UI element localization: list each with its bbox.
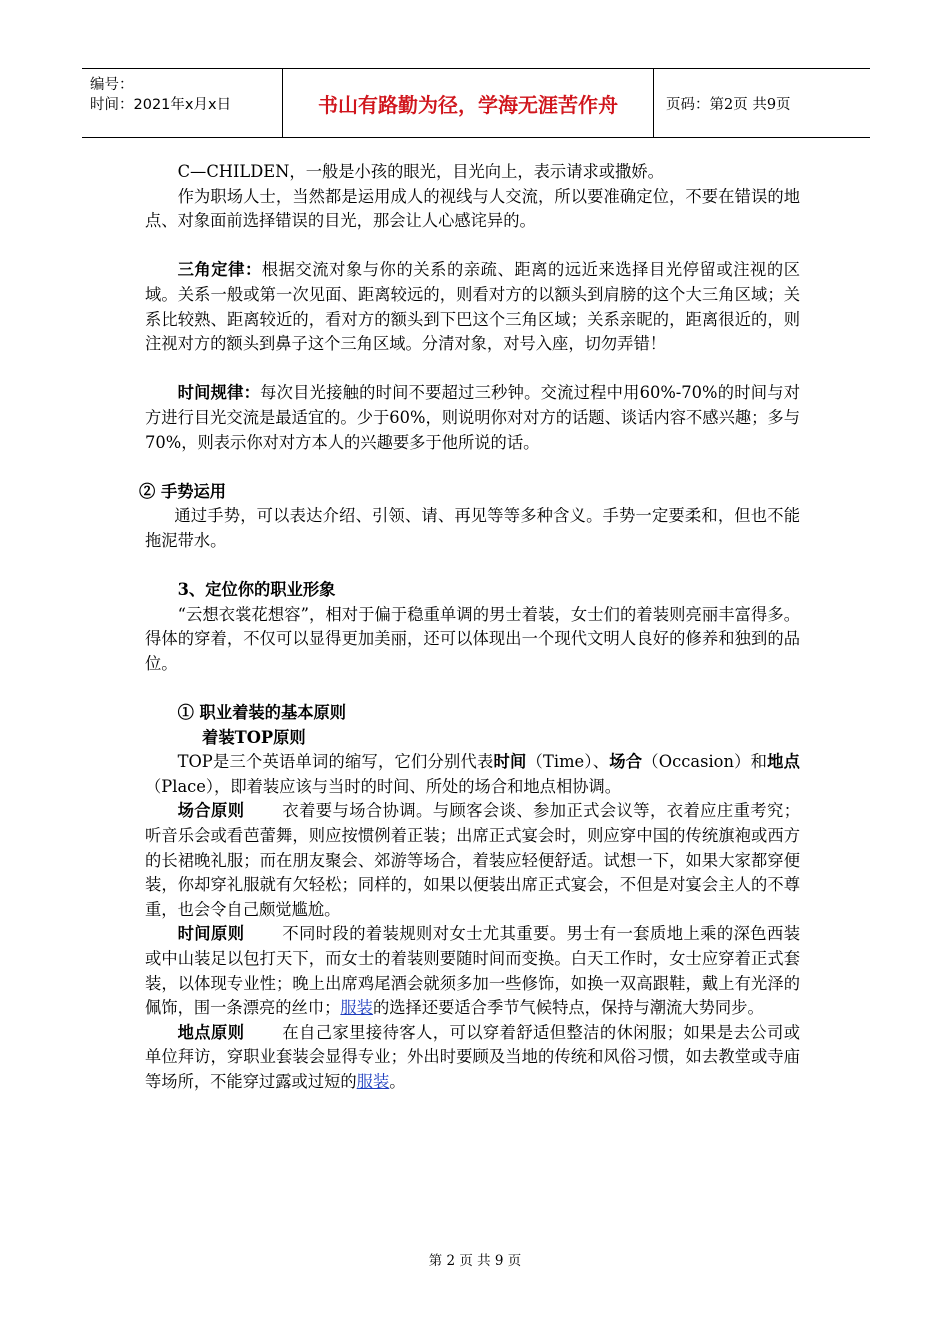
heading-top-principle: 着装TOP原则 (202, 727, 306, 747)
header-meta (82, 69, 283, 137)
place-principle-text-b: 。 (389, 1071, 406, 1091)
time-principle-text-b: 的选择还要适合季节气候特点，保持与潮流大势同步。 (372, 998, 764, 1018)
paragraph-triangle-rule (145, 258, 800, 356)
place-principle-title: 地点原则 (177, 1022, 245, 1042)
top-text-c: （Occasion）和 (642, 752, 768, 772)
paragraph-adult-gaze: 作为职场人士，当然都是运用成人的视线与人交流，所以要准确定位，不要在错误的地点、对象面前选择错误的目光，那会让人心感诧异的。 (145, 186, 800, 231)
paragraph-time-rule (145, 381, 800, 455)
occasion-principle-text: 衣着要与场合协调。与顾客会谈、参加正式会议等，衣着应庄重考究；听音乐会或看芭蕾舞，则应按惯例着正装；出席正式宴会时，则应穿中国的传统旗袍或西方的长裙晚礼服；而在朋友聚会、郊游等场合，着装应轻便舒适。试想一下，如果大家都穿便装，你却穿礼服就有欠轻松；同样的，如果以便装出席正式宴会，不但是对宴会主人的不尊重，也会令自己颇觉尴尬。 (145, 801, 800, 919)
paragraph-career-image: “云想衣裳花想容”，相对于偏于稳重单调的男士着装，女士们的着装则亮丽丰富得多。得体的穿着，不仅可以显得更加美丽，还可以体现出一个现代文明人良好的修养和独到的品位。 (145, 604, 800, 673)
triangle-rule-title: 三角定律： (177, 260, 262, 280)
heading-dress-principles: ① 职业着装的基本原则 (177, 703, 347, 723)
top-occasion: 场合 (609, 752, 643, 772)
top-time: 时间 (493, 752, 527, 772)
code-label: 编号： (90, 77, 134, 93)
document-body (139, 160, 800, 1095)
paragraph-place-principle (145, 1021, 800, 1095)
place-principle-text-a: 在自己家里接待客人，可以穿着舒适但整洁的休闲服；如果是去公司或单位拜访，穿职业套装会显得专业；外出时要顾及当地的传统和风俗习惯，如去教堂或寺庙等场所，不能穿过露或过短的 (145, 1022, 800, 1091)
clothing-link[interactable]: 服装 (340, 998, 373, 1018)
time-rule-title: 时间规律： (177, 383, 261, 403)
triangle-rule-text: 根据交流对象与你的关系的亲疏、距离的远近来选择目光停留或注视的区域。关系一般或第一次见面、距离较远的，则看对方的以额头到肩膀的这个大三角区域；关系比较熟、距离较近的，看对方的额头到下巴这个三角区域；关系亲昵的，距离很近的，则注视对方的额头到鼻子这个三角区域。分清对象，对号入座，切勿弄错！ (145, 260, 800, 354)
paragraph-time-principle (145, 922, 800, 1020)
top-text-d: （Place），即着装应该与当时的时间、所处的场合和地点相协调。 (145, 776, 622, 796)
page-footer: 第 2 页 共 9 页 (428, 1253, 522, 1269)
clothing-link-2[interactable]: 服装 (356, 1071, 390, 1091)
paragraph-children-gaze: C—CHILDEN，一般是小孩的眼光，目光向上，表示请求或撒娇。 (177, 162, 664, 181)
header-motto: 书山有路勤为径，学海无涯苦作舟 (283, 69, 654, 137)
page-header (82, 68, 870, 138)
date-label: 时间：2021年x月x日 (90, 97, 232, 113)
time-principle-title: 时间原则 (177, 924, 245, 944)
paragraph-occasion-principle (145, 799, 800, 922)
occasion-principle-title: 场合原则 (177, 801, 245, 821)
heading-career-image: 3、定位你的职业形象 (177, 580, 336, 600)
paragraph-gesture: 通过手势，可以表达介绍、引领、请、再见等等多种含义。手势一定要柔和，但也不能拖泥带水。 (145, 506, 800, 550)
paragraph-top-principle (145, 750, 800, 799)
top-place: 地点 (767, 752, 800, 772)
time-principle-text-a: 不同时段的着装规则对女士尤其重要。男士有一套质地上乘的深色西装或中山装足以包打天下，而女士的着装则要随时间而变换。白天工作时，女士应穿着正式套装，以体现专业性；晚上出席鸡尾酒会就须多加一些修饰，如换一双高跟鞋，戴上有光泽的佩饰，围一条漂亮的丝巾； (145, 924, 800, 1018)
heading-gesture: ② 手势运用 (139, 481, 227, 501)
top-text-a: TOP是三个英语单词的缩写，它们分别代表 (177, 752, 494, 772)
time-rule-text: 每次目光接触的时间不要超过三秒钟。交流过程中用60%-70%的时间与对方进行目光交流是最适宜的。少于60%，则说明你对对方的话题、谈话内容不感兴趣；多与70%，则表示你对对方本人的兴趣要多于他所说的话。 (145, 383, 800, 452)
header-page-info: 页码：第2页 共9页 (666, 96, 791, 113)
top-text-b: （Time）、 (526, 752, 610, 772)
